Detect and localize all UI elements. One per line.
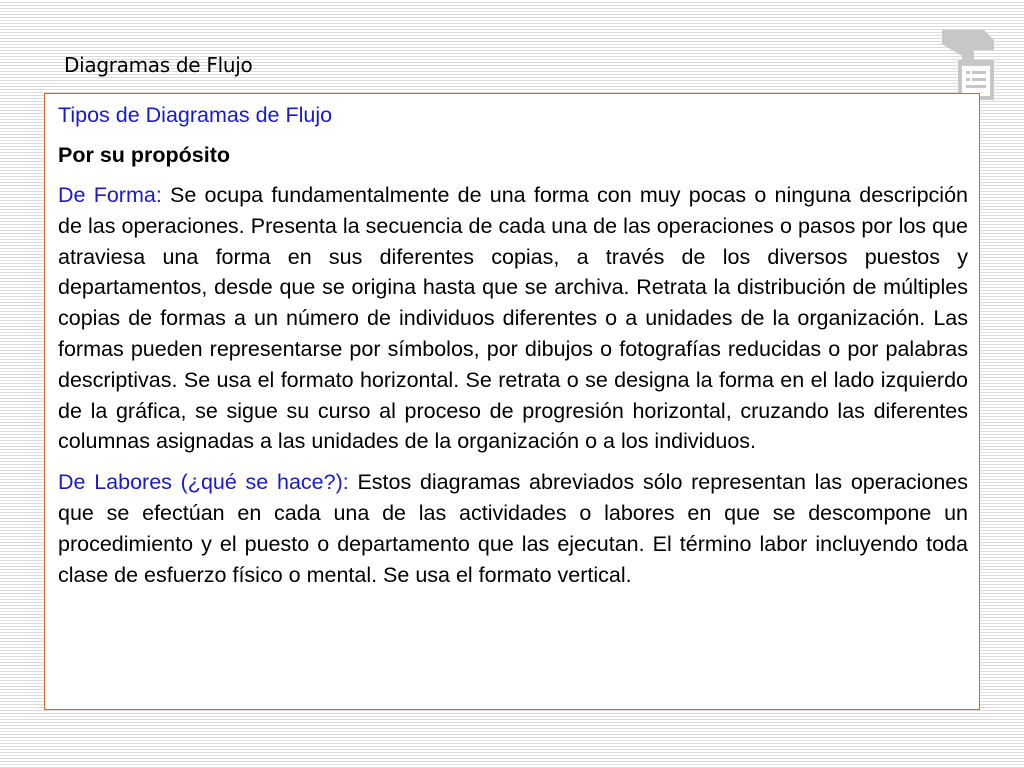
slide-header-title: Diagramas de Flujo: [64, 53, 253, 77]
paragraph-de-labores-text: Estos diagramas abreviados sólo representan las operaciones que se efectúan en cada una de las actividades o labores en que se descompone un procedimiento y el puesto o departamento que las ejecutan. El término labor incluyendo toda clase de esfuerzo físico o mental. Se usa el formato vertical.: [58, 470, 968, 587]
content-box: [44, 93, 980, 710]
paragraph-de-forma: [58, 180, 968, 457]
term-de-labores: De Labores (¿qué se hace?):: [58, 470, 349, 495]
section-title: Tipos de Diagramas de Flujo: [58, 103, 333, 127]
paragraph-de-labores: [58, 467, 968, 590]
term-de-forma: De Forma:: [58, 183, 162, 207]
paragraph-de-forma-text: Se ocupa fundamentalmente de una forma con muy pocas o ninguna descripción de las operaciones. Presenta la secuencia de cada una de las operaciones o pasos por los que atraviesa una forma en sus diferentes copias, a través de los diversos puestos y departamentos, desde que se origina hasta que se archiva. Retrata la distribución de múltiples copias de formas a un número de individuos diferentes o a unidades de la organización. Las formas pueden representarse por símbolos, por dibujos o fotografías reducidas o por palabras descriptivas. Se usa el formato horizontal. Se retrata o se designa la forma en el lado izquierdo de la gráfica, se sigue su curso al proceso de progresión horizontal, cruzando las diferentes columnas asignadas a las unidades de la organización o a los individuos.: [58, 183, 968, 454]
section-subtitle: Por su propósito: [58, 143, 230, 167]
